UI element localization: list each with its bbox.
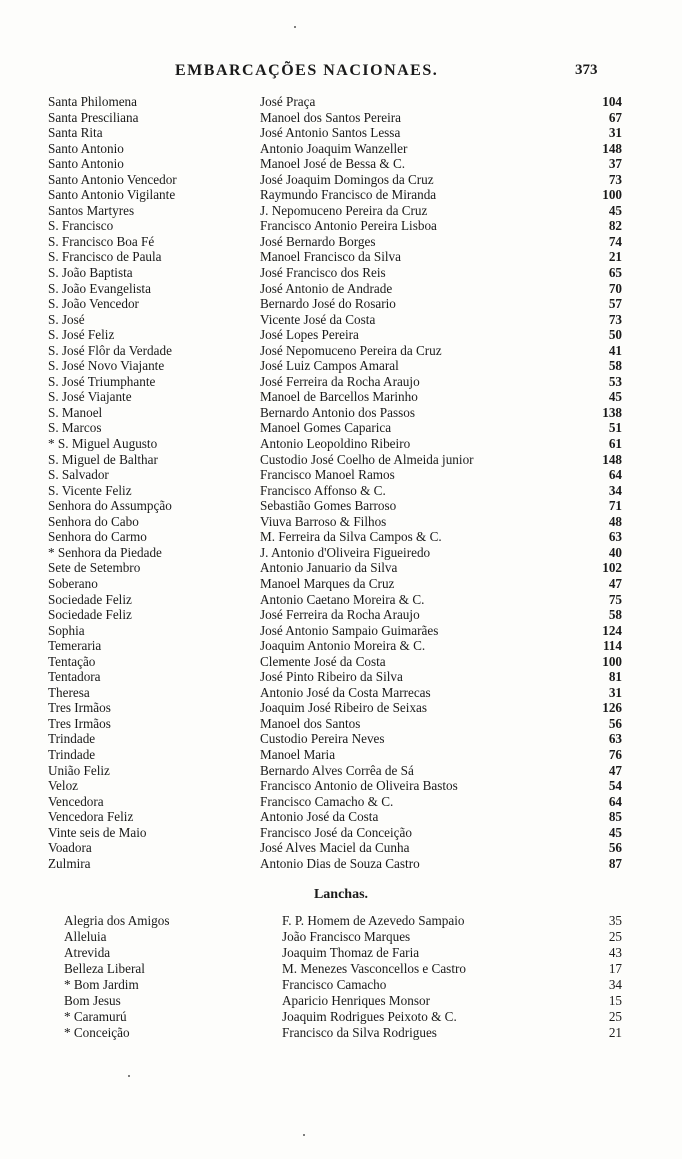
vessel-name: S. João Baptista	[48, 265, 133, 281]
owner-name: Francisco Manoel Ramos	[260, 467, 395, 483]
vessel-name: Atrevida	[64, 945, 111, 960]
owner-name: Antonio Leopoldino Ribeiro	[260, 436, 411, 452]
table-row	[0, 977, 682, 993]
tonnage: 56	[608, 840, 622, 856]
tonnage: 25	[608, 1009, 622, 1024]
vessel-name: Sociedade Feliz	[48, 607, 132, 623]
table-row	[0, 483, 682, 499]
vessel-name: Vencedora	[48, 793, 104, 809]
table-row	[0, 141, 682, 157]
paper-speck	[303, 1134, 305, 1136]
vessel-name: Santo Antonio	[48, 140, 124, 156]
vessel-name: Soberano	[48, 575, 98, 591]
owner-name: Antonio José da Costa	[260, 809, 379, 825]
owner-name: José Alves Maciel da Cunha	[260, 840, 410, 856]
owner-name: José Francisco dos Reis	[260, 265, 386, 281]
table-row	[0, 913, 682, 929]
page-title: EMBARCAÇÕES NACIONAES.	[175, 62, 439, 79]
owner-name: J. Nepomuceno Pereira da Cruz	[260, 202, 428, 218]
owner-name: José Pinto Ribeiro da Silva	[260, 669, 403, 685]
tonnage: 56	[608, 715, 622, 731]
tonnage: 148	[602, 451, 622, 467]
tonnage: 114	[602, 638, 622, 654]
table-row	[0, 623, 682, 639]
tonnage: 104	[602, 94, 622, 109]
table-row	[0, 638, 682, 654]
tonnage: 15	[608, 993, 622, 1008]
table-row	[0, 281, 682, 297]
tonnage: 54	[608, 778, 622, 794]
vessel-name: Bom Jesus	[64, 993, 121, 1008]
tonnage: 45	[608, 824, 622, 840]
paper-speck	[294, 26, 296, 28]
section-title-lanchas: Lanchas.	[313, 887, 369, 902]
table-row	[0, 156, 682, 172]
table-row	[0, 731, 682, 747]
vessel-name: União Feliz	[48, 762, 110, 778]
table-row	[0, 389, 682, 405]
owner-name: José Antonio de Andrade	[260, 280, 393, 296]
table-row	[0, 374, 682, 390]
owner-name: José Ferreira da Rocha Araujo	[260, 373, 420, 389]
tonnage: 17	[608, 961, 622, 976]
tonnage: 34	[608, 482, 622, 498]
vessel-name: Tres Irmãos	[48, 700, 111, 716]
tonnage: 45	[608, 389, 622, 405]
table-row	[0, 218, 682, 234]
owner-name: Raymundo Francisco de Miranda	[260, 187, 437, 203]
vessel-name: Santa Presciliana	[48, 109, 139, 125]
tonnage: 85	[608, 809, 622, 825]
vessel-name: * Bom Jardim	[64, 977, 139, 992]
vessel-name: S. Miguel de Balthar	[48, 451, 158, 467]
vessel-name: S. Marcos	[48, 420, 102, 436]
tonnage: 64	[608, 793, 622, 809]
tonnage: 75	[608, 591, 622, 607]
table-row	[0, 1025, 682, 1041]
owner-name: Bernardo Alves Corrêa de Sá	[260, 762, 414, 778]
tonnage: 71	[608, 498, 622, 514]
tonnage: 100	[602, 653, 622, 669]
owner-name: Manoel dos Santos Pereira	[260, 109, 402, 125]
owner-name: Bernardo José do Rosario	[260, 296, 396, 312]
table-row	[0, 498, 682, 514]
owner-name: Manoel José de Bessa & C.	[260, 156, 406, 172]
tonnage: 76	[608, 746, 622, 762]
vessel-name: * Conceição	[64, 1025, 130, 1040]
vessel-name: Vinte seis de Maio	[48, 824, 147, 840]
table-row	[0, 700, 682, 716]
owner-name: Francisco Camacho	[282, 977, 387, 992]
vessel-name: * S. Miguel Augusto	[48, 436, 158, 452]
owner-name: Manoel Maria	[260, 746, 336, 762]
owner-name: Francisco da Silva Rodrigues	[282, 1025, 437, 1040]
tonnage: 64	[608, 467, 622, 483]
table-row	[0, 234, 682, 250]
vessel-name: Tentação	[48, 653, 96, 669]
tonnage: 43	[608, 945, 622, 960]
vessel-name: S. José Novo Viajante	[48, 358, 165, 374]
table-row	[0, 529, 682, 545]
tonnage: 40	[608, 544, 622, 560]
tonnage: 102	[602, 560, 622, 576]
vessel-name: Alegria dos Amigos	[64, 913, 170, 928]
table-row	[0, 778, 682, 794]
owner-name: Manoel de Barcellos Marinho	[260, 389, 418, 405]
owner-name: José Praça	[260, 94, 316, 109]
vessel-name: S. João Vencedor	[48, 296, 139, 312]
vessel-name: Santo Antonio Vigilante	[48, 187, 176, 203]
tonnage: 47	[608, 575, 622, 591]
owner-name: M. Menezes Vasconcellos e Castro	[282, 961, 466, 976]
vessel-name: Voadora	[48, 840, 92, 856]
table-row	[0, 94, 682, 110]
vessel-name: S. Vicente Feliz	[48, 482, 132, 498]
table-row	[0, 576, 682, 592]
table-row	[0, 654, 682, 670]
table-row	[0, 110, 682, 126]
tonnage: 126	[602, 700, 622, 716]
vessel-name: Senhora do Cabo	[48, 513, 139, 529]
tonnage: 45	[608, 202, 622, 218]
table-row	[0, 358, 682, 374]
table-row	[0, 436, 682, 452]
table-row	[0, 607, 682, 623]
tonnage: 51	[608, 420, 622, 436]
vessel-name: S. José Feliz	[48, 327, 115, 343]
table-row	[0, 125, 682, 141]
tonnage: 57	[608, 296, 622, 312]
table-row	[0, 545, 682, 561]
tonnage: 73	[608, 311, 622, 327]
table-row	[0, 560, 682, 576]
owner-name: Francisco Affonso & C.	[260, 482, 386, 498]
tonnage: 82	[608, 218, 622, 234]
vessel-name: Senhora do Assumpção	[48, 498, 172, 514]
vessel-name: Belleza Liberal	[64, 961, 145, 976]
tonnage: 35	[608, 913, 622, 928]
vessel-name: Senhora do Carmo	[48, 529, 147, 545]
table-row	[0, 249, 682, 265]
owner-name: José Nepomuceno Pereira da Cruz	[260, 342, 442, 358]
vessel-name: Sociedade Feliz	[48, 591, 132, 607]
tonnage: 70	[608, 280, 622, 296]
owner-name: J. Antonio d'Oliveira Figueiredo	[260, 544, 431, 560]
table-row	[0, 993, 682, 1009]
owner-name: José Ferreira da Rocha Araujo	[260, 607, 420, 623]
vessel-name: Santo Antonio	[48, 156, 124, 172]
table-row	[0, 187, 682, 203]
tonnage: 63	[608, 529, 622, 545]
table-row	[0, 809, 682, 825]
tonnage: 73	[608, 171, 622, 187]
vessel-name: S. José Viajante	[48, 389, 132, 405]
tonnage: 21	[608, 1025, 622, 1040]
tonnage: 67	[608, 109, 622, 125]
owner-name: José Antonio Santos Lessa	[260, 125, 401, 141]
owner-name: Joaquim José Ribeiro de Seixas	[260, 700, 428, 716]
tonnage: 58	[608, 607, 622, 623]
page-header	[0, 62, 682, 82]
tonnage: 25	[608, 929, 622, 944]
vessel-name: Santa Philomena	[48, 94, 138, 109]
owner-name: Manoel Gomes Caparica	[260, 420, 392, 436]
vessel-name: Trindade	[48, 746, 96, 762]
vessel-name: Veloz	[48, 778, 79, 794]
owner-name: José Joaquim Domingos da Cruz	[260, 171, 434, 187]
vessel-name: Tres Irmãos	[48, 715, 111, 731]
tonnage: 65	[608, 265, 622, 281]
table-row	[0, 405, 682, 421]
owner-name: Joaquim Rodrigues Peixoto & C.	[282, 1009, 457, 1024]
table-row	[0, 265, 682, 281]
table-row	[0, 825, 682, 841]
owner-name: Manoel Francisco da Silva	[260, 249, 401, 265]
vessel-name: S. Francisco de Paula	[48, 249, 162, 265]
owner-name: Francisco José da Conceição	[260, 824, 412, 840]
vessel-name: * Caramurú	[64, 1009, 127, 1024]
owner-name: Viuva Barroso & Filhos	[260, 513, 387, 529]
vessel-name: S. Manoel	[48, 404, 103, 420]
vessel-name: Sete de Setembro	[48, 560, 141, 576]
owner-name: Antonio Caetano Moreira & C.	[260, 591, 425, 607]
tonnage: 41	[608, 342, 622, 358]
owner-name: Joaquim Thomaz de Faria	[282, 945, 420, 960]
tonnage: 53	[608, 373, 622, 389]
owner-name: João Francisco Marques	[282, 929, 411, 944]
table-row	[0, 856, 682, 872]
owner-name: Francisco Antonio Pereira Lisboa	[260, 218, 437, 234]
vessel-name: S. João Evangelista	[48, 280, 151, 296]
vessel-name: Santos Martyres	[48, 202, 135, 218]
table-row	[0, 420, 682, 436]
vessel-name: * Senhora da Piedade	[48, 544, 162, 560]
owner-name: Francisco Antonio de Oliveira Bastos	[260, 778, 458, 794]
vessel-name: Santo Antonio Vencedor	[48, 171, 177, 187]
vessel-name: S. José Flôr da Verdade	[48, 342, 172, 358]
owner-name: Vicente José da Costa	[260, 311, 376, 327]
vessel-name: Alleluia	[64, 929, 107, 944]
table-row	[0, 669, 682, 685]
tonnage: 148	[602, 140, 622, 156]
owner-name: José Bernardo Borges	[260, 233, 376, 249]
vessel-name: Zulmira	[48, 855, 91, 871]
table-row	[0, 945, 682, 961]
owner-name: Clemente José da Costa	[260, 653, 386, 669]
owner-name: José Antonio Sampaio Guimarães	[260, 622, 439, 638]
owner-name: Joaquim Antonio Moreira & C.	[260, 638, 426, 654]
vessel-name: Trindade	[48, 731, 96, 747]
tonnage: 138	[602, 404, 622, 420]
table-row	[0, 716, 682, 732]
vessel-name: Temeraria	[48, 638, 102, 654]
tonnage: 47	[608, 762, 622, 778]
tonnage: 124	[602, 622, 622, 638]
vessel-name: S. Francisco	[48, 218, 114, 234]
tonnage: 58	[608, 358, 622, 374]
owner-name: Custodio José Coelho de Almeida junior	[260, 451, 474, 467]
table-row	[0, 452, 682, 468]
owner-name: M. Ferreira da Silva Campos & C.	[260, 529, 442, 545]
owner-name: Bernardo Antonio dos Passos	[260, 404, 415, 420]
table-row	[0, 514, 682, 530]
table-row	[0, 467, 682, 483]
tonnage: 37	[608, 156, 622, 172]
owner-name: Antonio Joaquim Wanzeller	[260, 140, 408, 156]
owner-name: Antonio Januario da Silva	[260, 560, 398, 576]
tonnage: 50	[608, 327, 622, 343]
owner-name: José Luiz Campos Amaral	[260, 358, 399, 374]
table-row	[0, 763, 682, 779]
tonnage: 74	[608, 233, 622, 249]
table-row	[0, 961, 682, 977]
vessel-name: S. José Triumphante	[48, 373, 156, 389]
owner-name: F. P. Homem de Azevedo Sampaio	[282, 913, 465, 928]
lanchas-list	[0, 913, 682, 1041]
vessel-list	[0, 94, 682, 871]
vessel-name: Santa Rita	[48, 125, 103, 141]
tonnage: 31	[608, 684, 622, 700]
table-row	[0, 794, 682, 810]
vessel-name: Tentadora	[48, 669, 101, 685]
table-row	[0, 929, 682, 945]
table-row	[0, 327, 682, 343]
table-row	[0, 685, 682, 701]
owner-name: Manoel Marques da Cruz	[260, 575, 395, 591]
table-row	[0, 592, 682, 608]
vessel-name: S. Francisco Boa Fé	[48, 233, 155, 249]
vessel-name: S. Salvador	[48, 467, 109, 483]
tonnage: 21	[608, 249, 622, 265]
table-row	[0, 172, 682, 188]
vessel-name: Sophia	[48, 622, 85, 638]
table-row	[0, 296, 682, 312]
tonnage: 34	[608, 977, 622, 992]
owner-name: Sebastião Gomes Barroso	[260, 498, 397, 514]
vessel-name: Theresa	[48, 684, 90, 700]
owner-name: José Lopes Pereira	[260, 327, 359, 343]
owner-name: Antonio José da Costa Marrecas	[260, 684, 431, 700]
table-row	[0, 203, 682, 219]
table-row	[0, 1009, 682, 1025]
owner-name: Manoel dos Santos	[260, 715, 361, 731]
tonnage: 63	[608, 731, 622, 747]
owner-name: Custodio Pereira Neves	[260, 731, 385, 747]
table-row	[0, 747, 682, 763]
owner-name: Aparicio Henriques Monsor	[282, 993, 430, 1008]
tonnage: 48	[608, 513, 622, 529]
owner-name: Francisco Camacho & C.	[260, 793, 394, 809]
owner-name: Antonio Dias de Souza Castro	[260, 855, 420, 871]
table-row	[0, 840, 682, 856]
page-number: 373	[575, 62, 598, 78]
paper-speck	[128, 1075, 130, 1077]
table-row	[0, 343, 682, 359]
tonnage: 61	[608, 436, 622, 452]
vessel-name: S. José	[48, 311, 85, 327]
tonnage: 81	[608, 669, 622, 685]
tonnage: 87	[608, 855, 622, 871]
table-row	[0, 312, 682, 328]
tonnage: 100	[602, 187, 622, 203]
vessel-name: Vencedora Feliz	[48, 809, 134, 825]
tonnage: 31	[608, 125, 622, 141]
